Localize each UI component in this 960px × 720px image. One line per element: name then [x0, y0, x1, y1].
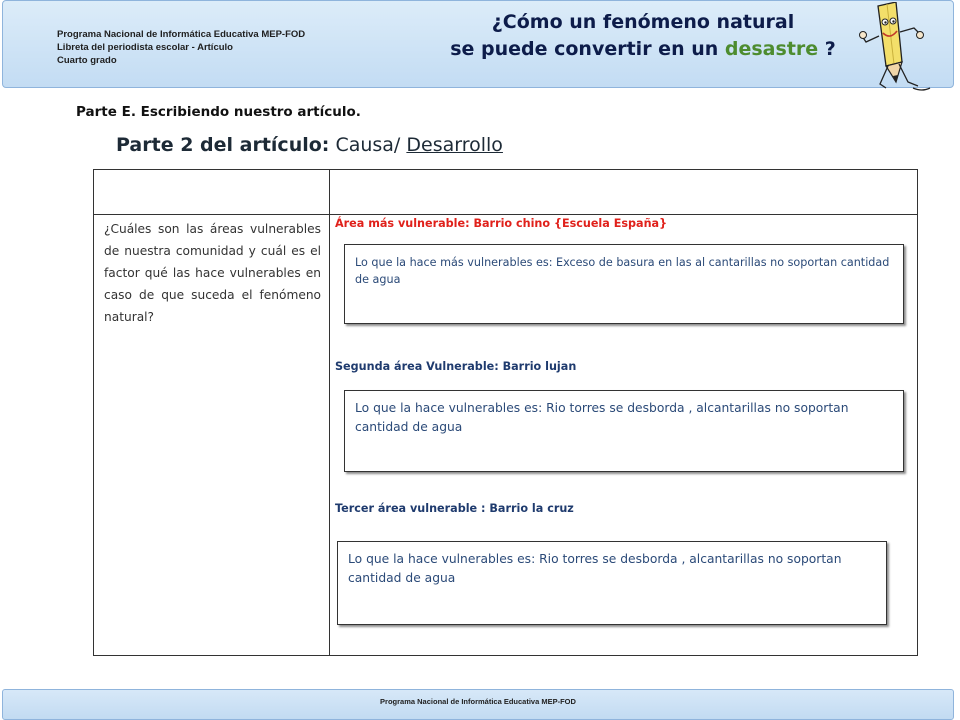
- title-accent-word: desastre: [724, 38, 819, 60]
- page-title: [423, 9, 863, 63]
- pencil-mascot-icon: [858, 2, 932, 92]
- area1-label: Área más vulnerable: Barrio chino {Escuela España}: [335, 217, 668, 230]
- section-heading-part-e: Parte E. Escribiendo nuestro artículo.: [76, 104, 361, 120]
- article-table: [93, 169, 918, 656]
- title-line-2: [423, 36, 863, 63]
- area3-answer-box[interactable]: Lo que la hace vulnerables es: Rio torres se desborda , alcantarillas no soportan cantidad de agua: [337, 541, 887, 625]
- table-header-divider: [94, 214, 917, 215]
- part2-development-label: Desarrollo: [406, 134, 503, 156]
- area2-answer-box[interactable]: Lo que la hace vulnerables es: Rio torres se desborda , alcantarillas no soportan cantidad de agua: [344, 390, 904, 472]
- part2-bold-label: Parte 2 del artículo:: [116, 134, 330, 156]
- area2-label: Segunda área Vulnerable: Barrio lujan: [335, 360, 577, 373]
- title-line-2-start: se puede convertir en un: [450, 38, 719, 60]
- section-heading-part-2: [116, 134, 503, 156]
- question-text: ¿Cuáles son las áreas vulnerables de nuestra comunidad y cuál es el factor qué las hace vulnerables en caso de que suceda el fenómeno natural?: [104, 222, 321, 324]
- part2-cause-label: Causa/: [335, 134, 401, 156]
- grade-line: Cuarto grado: [57, 55, 117, 66]
- title-line-1: ¿Cómo un fenómeno natural: [491, 11, 795, 33]
- header-banner: [2, 0, 954, 88]
- footer-banner: [2, 689, 954, 720]
- program-line: Programa Nacional de Informática Educativa MEP-FOD: [57, 29, 306, 40]
- area3-label: Tercer área vulnerable : Barrio la cruz: [335, 502, 574, 515]
- notebook-line: Libreta del periodista escolar - Artículo: [57, 42, 233, 53]
- header-info: [57, 28, 305, 67]
- title-line-2-end: ?: [824, 38, 836, 60]
- area1-answer-box[interactable]: Lo que la hace más vulnerables es: Exceso de basura en las al cantarillas no soportan cantidad de agua: [344, 244, 904, 324]
- footer-text: Programa Nacional de Informática Educativa MEP-FOD: [380, 697, 576, 706]
- table-column-divider: [329, 170, 330, 655]
